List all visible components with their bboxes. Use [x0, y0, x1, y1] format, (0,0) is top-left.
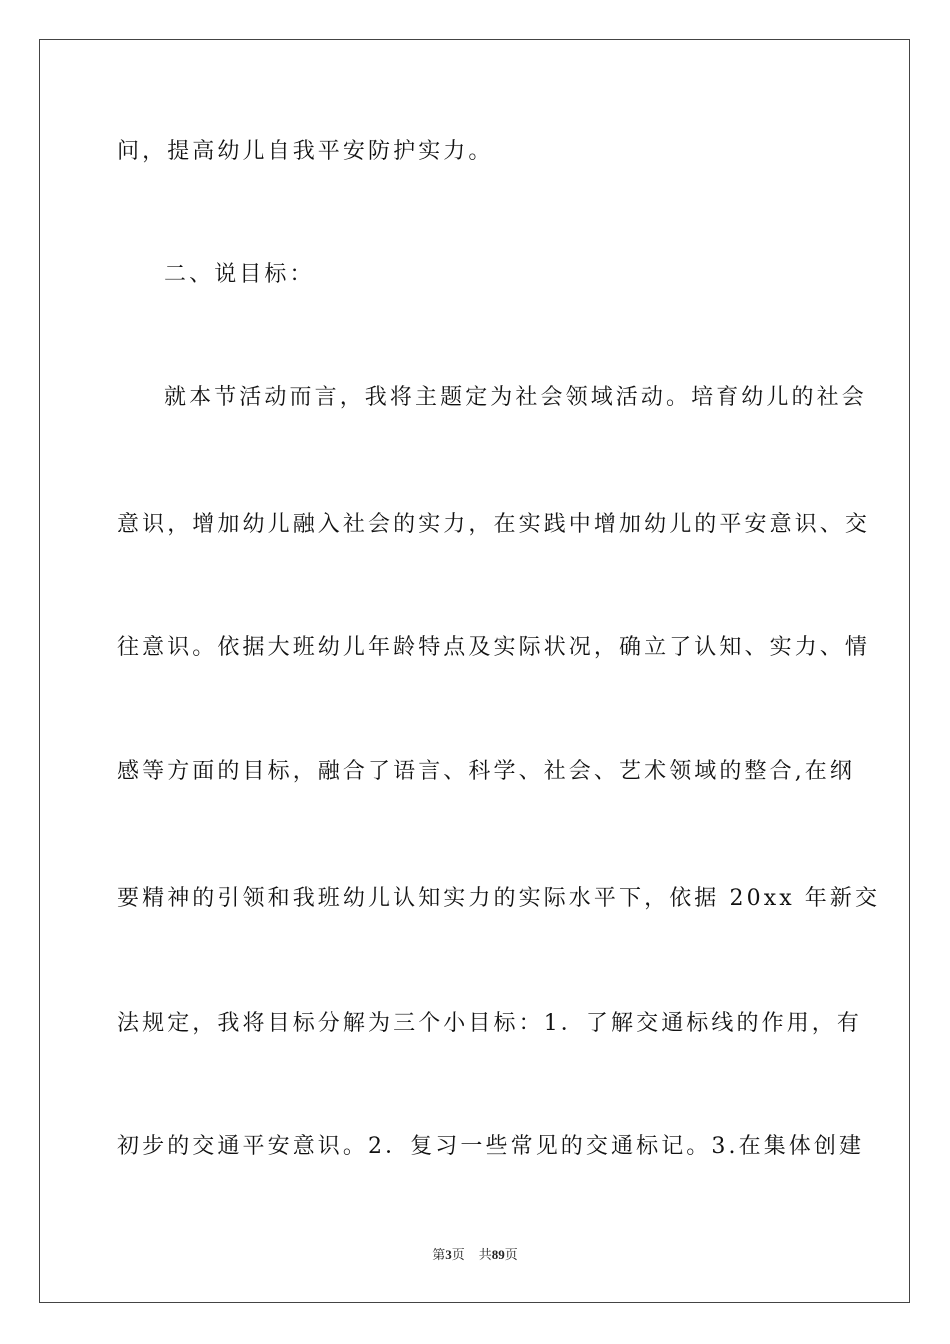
total-pages: 89	[491, 1247, 505, 1262]
text-line-7: 要精神的引领和我班幼儿认知实力的实际水平下，依据 20xx 年新交	[117, 886, 881, 911]
page-suffix: 页	[451, 1247, 465, 1262]
section-heading-goals: 二、说目标：	[164, 262, 315, 287]
text-line-5: 往意识。依据大班幼儿年龄特点及实际状况，确立了认知、实力、情	[117, 635, 871, 660]
total-suffix: 页	[504, 1247, 518, 1262]
page-footer	[0, 1246, 950, 1264]
text-line-8: 法规定，我将目标分解为三个小目标：1．了解交通标线的作用，有	[117, 1011, 862, 1036]
page-number: 3	[445, 1247, 452, 1262]
total-prefix: 共	[478, 1247, 492, 1262]
text-line-1: 问，提高幼儿自我平安防护实力。	[117, 139, 494, 164]
page-prefix: 第	[432, 1247, 446, 1262]
text-line-4: 意识，增加幼儿融入社会的实力，在实践中增加幼儿的平安意识、交	[117, 512, 871, 537]
text-line-6: 感等方面的目标，融合了语言、科学、社会、艺术领域的整合,在纲	[117, 759, 855, 784]
page-border	[39, 39, 910, 1303]
text-line-3: 就本节活动而言，我将主题定为社会领域活动。培育幼儿的社会	[164, 385, 867, 410]
text-line-9: 初步的交通平安意识。2．复习一些常见的交通标记。3.在集体创建	[117, 1134, 865, 1159]
